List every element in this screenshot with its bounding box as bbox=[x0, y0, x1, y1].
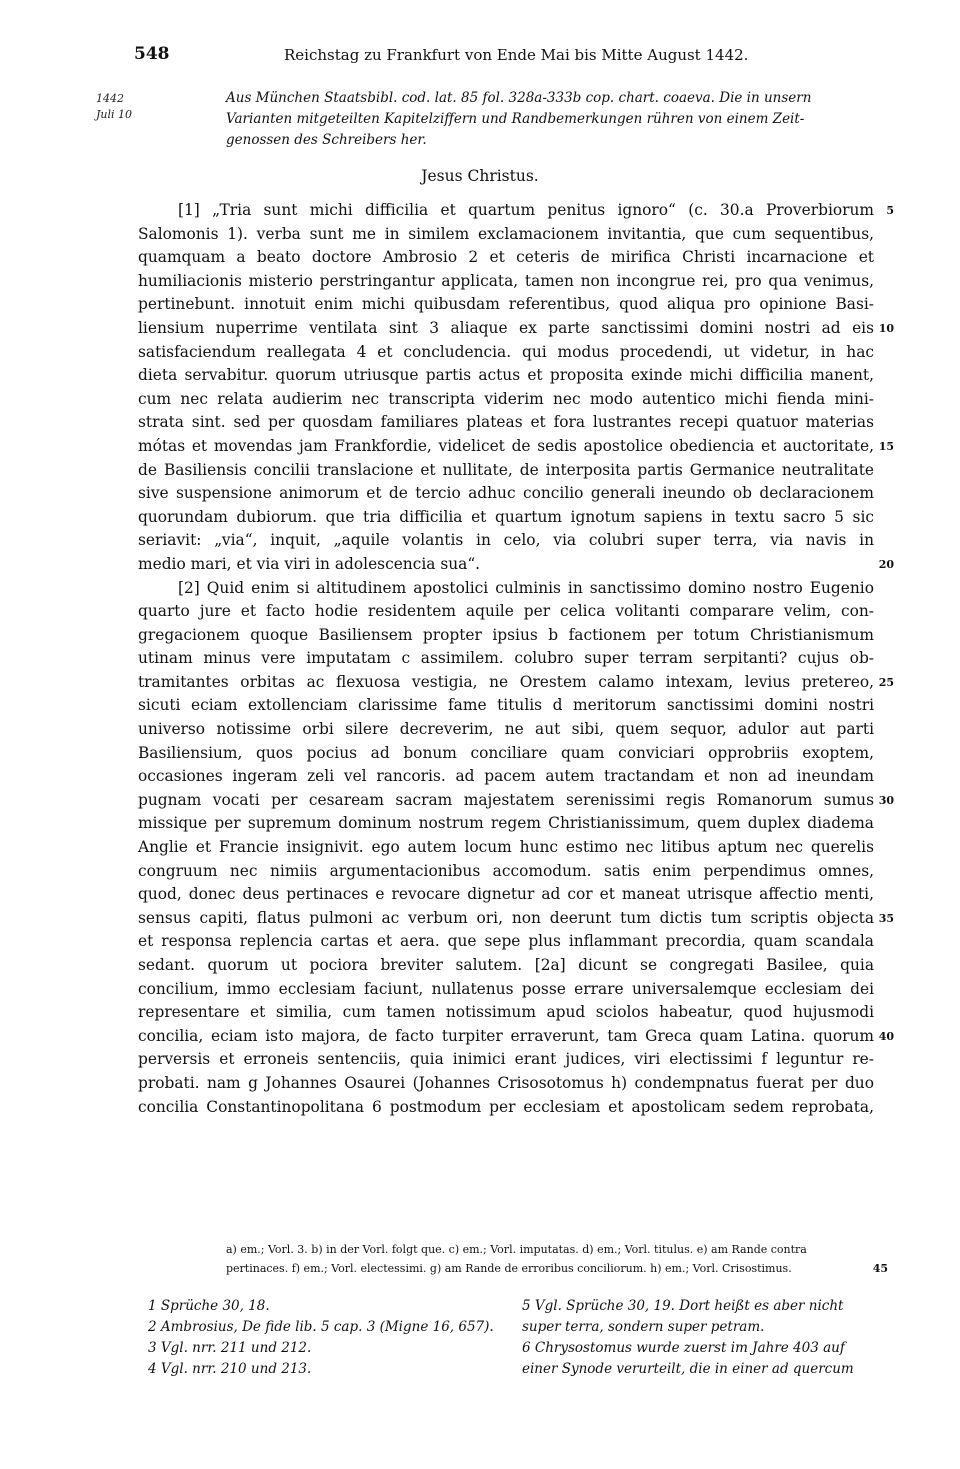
line-number: 20 bbox=[878, 557, 894, 571]
text-line bbox=[138, 317, 894, 341]
text-line bbox=[138, 459, 874, 483]
text-line bbox=[138, 482, 874, 506]
footnote: super terra, sondern super petram. bbox=[522, 1319, 765, 1335]
footnote: einer Synode verurteilt, die in einer ad quercum bbox=[522, 1361, 854, 1377]
text-line-content: sive suspensione animorum et de tercio adhuc concilio generali ineundo ob declaracionem bbox=[138, 484, 874, 503]
line-number: 45 bbox=[872, 1262, 888, 1275]
variant-note-line: a) em.; Vorl. 3. b) in der Vorl. folgt que. c) em.; Vorl. imputatas. d) em.; Vorl. titulus. e) am Rande contra bbox=[226, 1243, 807, 1256]
text-line-content: occasiones ingeram zeli vel rancoris. ad pacem autem tractandam et non ad ineundam bbox=[138, 767, 874, 786]
text-line-content: universo notissime orbi silere decreverim, ne aut sibi, quem sequor, adulor aut parti bbox=[138, 720, 874, 739]
text-line bbox=[138, 388, 874, 412]
text-line-content: et responsa replencia cartas et aera. que sepe plus inflammant precordia, quam scandala bbox=[138, 932, 874, 951]
text-line bbox=[138, 647, 874, 671]
footnote: 4 Vgl. nrr. 210 und 213. bbox=[148, 1361, 312, 1377]
text-line bbox=[138, 600, 874, 624]
running-title: Reichstag zu Frankfurt von Ende Mai bis Mitte August 1442. bbox=[284, 46, 749, 64]
text-line bbox=[138, 742, 874, 766]
line-number: 40 bbox=[878, 1029, 894, 1043]
main-text bbox=[138, 199, 894, 1119]
text-line bbox=[138, 624, 874, 648]
text-line bbox=[138, 529, 874, 553]
margin-date-day: Juli 10 bbox=[96, 108, 133, 121]
line-number: 15 bbox=[878, 439, 894, 453]
footnote: 3 Vgl. nrr. 211 und 212. bbox=[148, 1340, 312, 1356]
text-line bbox=[138, 978, 874, 1002]
text-line-content: seriavit: „via“, inquit, „aquile volantis in celo, via colubri super terra, via navis in bbox=[138, 531, 874, 550]
source-line: genossen des Schreibers her. bbox=[226, 132, 427, 148]
text-line-content: sicuti eciam extollenciam clarissime fame titulis d meritorum sanctissimi domini nostri bbox=[138, 696, 874, 715]
text-line-content: humiliacionis misterio perstringantur applicata, tamen non incongrue rei, pro qua venimus, bbox=[138, 271, 874, 290]
source-line: Aus München Staatsbibl. cod. lat. 85 fol. 328a-333b cop. chart. coaeva. Die in unsern bbox=[226, 90, 812, 106]
text-line-content: Anglie et Francie insignivit. ego autem locum hunc estimo nec litibus aptum nec querelis bbox=[138, 838, 874, 857]
text-line-content: pertinebunt. innotuit enim michi quibusdam referentibus, quod aliqua pro opinione Basi- bbox=[138, 295, 874, 314]
text-line bbox=[138, 930, 874, 954]
text-line-content: concilia Constantinopolitana 6 postmodum per ecclesiam et apostolicam sedem reprobata, bbox=[138, 1097, 874, 1116]
source-note bbox=[226, 88, 876, 151]
text-line-content: [1] „Tria sunt michi difficilia et quartum penitus ignoro“ (c. 30.a Proverbiorum bbox=[178, 201, 874, 219]
text-line bbox=[138, 246, 874, 270]
text-line bbox=[138, 364, 874, 388]
variant-note-line: pertinaces. f) em.; Vorl. electessimi. g) am Rande de erroribus conciliorum. h) em.; Vorl. Crisostimus. bbox=[226, 1262, 792, 1275]
text-line bbox=[138, 506, 874, 530]
text-line bbox=[138, 1025, 894, 1049]
page-header bbox=[134, 44, 874, 70]
text-line bbox=[138, 812, 874, 836]
text-line bbox=[138, 435, 894, 459]
footnotes-right bbox=[522, 1296, 882, 1380]
text-line bbox=[138, 270, 874, 294]
line-number: 5 bbox=[886, 204, 894, 217]
text-line bbox=[138, 694, 874, 718]
text-line-content: Salomonis 1). verba sunt me in similem exclamacionem invitantia, que cum sequentibus, bbox=[138, 224, 874, 243]
text-line bbox=[138, 836, 874, 860]
text-line bbox=[138, 199, 894, 223]
text-line-content: satisfaciendum reallegata 4 et concludencia. qui modus procedendi, ut videtur, in hac bbox=[138, 342, 874, 361]
text-line bbox=[138, 1048, 874, 1072]
text-line bbox=[138, 718, 874, 742]
text-line-content: gregacionem quoque Basiliensem propter ipsius b factionem per totum Christianismum bbox=[138, 625, 874, 644]
text-line bbox=[138, 883, 874, 907]
text-line-content: sedant. quorum ut pociora breviter salutem. [2a] dicunt se congregati Basilee, quia bbox=[138, 956, 874, 974]
text-line-content: liensium nuperrime ventilata sint 3 aliaque ex parte sanctissimi domini nostri ad eis bbox=[138, 318, 874, 337]
text-line bbox=[138, 671, 894, 695]
text-line-content: missique per supremum dominum nostrum regem Christianissimum, quem duplex diadema bbox=[138, 814, 874, 833]
line-number: 30 bbox=[878, 793, 894, 807]
text-line-content: [2] Quid enim si altitudinem apostolici culminis in sanctissimo domino nostro Eugenio bbox=[178, 578, 874, 597]
text-line bbox=[138, 411, 874, 435]
text-line bbox=[138, 1072, 874, 1096]
text-line-content: congruum nec nimiis argumentacionibus accomodum. satis enim perpendimus omnes, bbox=[138, 861, 874, 880]
text-line-content: de Basiliensis concilii translacione et nullitate, de interposita partis Germanice neutralitate bbox=[138, 460, 874, 479]
footnote: 6 Chrysostomus wurde zuerst im Jahre 403 auf bbox=[522, 1340, 845, 1356]
text-heading: Jesus Christus. bbox=[421, 167, 539, 185]
text-line bbox=[138, 860, 874, 884]
text-line bbox=[138, 1001, 874, 1025]
text-line bbox=[138, 341, 874, 365]
text-line-content: perversis et erroneis sentenciis, quia inimici erant judices, viri electissimi f leguntur re- bbox=[138, 1050, 874, 1069]
margin-date bbox=[96, 91, 132, 123]
text-line-content: strata sint. sed per quosdam familiares plateas et fora lustrantes recepi quatuor materias bbox=[138, 413, 874, 432]
footnote: 1 Sprüche 30, 18. bbox=[148, 1298, 270, 1314]
source-line: Varianten mitgeteilten Kapitelziffern und Randbemerkungen rühren von einem Zeit- bbox=[226, 111, 805, 127]
text-line bbox=[138, 577, 874, 601]
margin-date-year: 1442 bbox=[96, 92, 124, 105]
text-line bbox=[138, 293, 874, 317]
text-line bbox=[138, 954, 874, 978]
text-line-content: sensus capiti, flatus pulmoni ac verbum ori, non deerunt tum dictis tum scriptis objecta bbox=[138, 908, 874, 927]
line-number: 25 bbox=[878, 675, 894, 689]
text-line-content: quod, donec deus pertinaces e revocare dignetur ad cor et maneat utrisque affectio menti, bbox=[138, 885, 874, 904]
text-line-content: quamquam a beato doctore Ambrosio 2 et ceteris de mirifica Christi incarnacione et bbox=[138, 248, 874, 267]
text-line-content: quorundam dubiorum. que tria difficilia et quartum ignotum sapiens in textu sacro 5 sic bbox=[138, 507, 874, 526]
text-line bbox=[138, 907, 894, 931]
footnotes-left bbox=[148, 1296, 518, 1380]
text-line bbox=[138, 223, 874, 247]
text-line-content: representare et similia, cum tamen notissimum apud sciolos habeatur, quod hujusmodi bbox=[138, 1003, 874, 1022]
text-line bbox=[138, 553, 894, 577]
text-line-content: cum nec relata audierim nec transcripta viderim nec modo autentico michi fienda mini- bbox=[138, 389, 874, 408]
text-line-content: concilia, eciam isto majora, de facto turpiter erraverunt, tam Greca quam Latina. quorum bbox=[138, 1026, 874, 1045]
text-line bbox=[138, 789, 894, 813]
variant-notes bbox=[226, 1240, 888, 1278]
page-number: 548 bbox=[134, 44, 170, 64]
text-line bbox=[138, 765, 874, 789]
footnote: 2 Ambrosius, De fide lib. 5 cap. 3 (Migne 16, 657). bbox=[148, 1319, 494, 1335]
text-line-content: dieta servabitur. quorum utriusque partis actus et proposita exinde michi difficilia manent, bbox=[138, 366, 874, 385]
text-line-content: pugnam vocati per cesaream sacram majestatem serenissimi regis Romanorum sumus bbox=[138, 790, 874, 809]
line-number: 35 bbox=[878, 911, 894, 925]
text-line bbox=[138, 1096, 874, 1120]
text-line-content: mótas et movendas jam Frankfordie, videlicet de sedis apostolice obediencia et auctoritate, bbox=[138, 436, 874, 455]
text-line-content: tramitantes orbitas ac flexuosa vestigia, ne Orestem calamo intexam, levius pretereo, bbox=[138, 672, 874, 691]
text-line-content: Basiliensium, quos pocius ad bonum conciliare quam conviciari opprobriis exoptem, bbox=[138, 743, 874, 762]
line-number: 10 bbox=[878, 321, 894, 335]
text-line-content: probati. nam g Johannes Osaurei (Johannes Crisosotomus h) condempnatus fuerat per duo bbox=[138, 1073, 874, 1092]
text-line-content: concilium, immo ecclesiam faciunt, nullatenus posse errare universalemque ecclesiam dei bbox=[138, 979, 874, 998]
text-line-content: utinam minus vere imputatam c assimilem. colubro super terram serpitanti? cujus ob- bbox=[138, 649, 874, 668]
text-line-content: medio mari, et via viri in adolescencia sua“. bbox=[138, 554, 481, 573]
text-line-content: quarto jure et facto hodie residentem aquile per celica volitanti comparare velim, con- bbox=[138, 602, 874, 621]
footnote: 5 Vgl. Sprüche 30, 19. Dort heißt es aber nicht bbox=[522, 1298, 844, 1314]
